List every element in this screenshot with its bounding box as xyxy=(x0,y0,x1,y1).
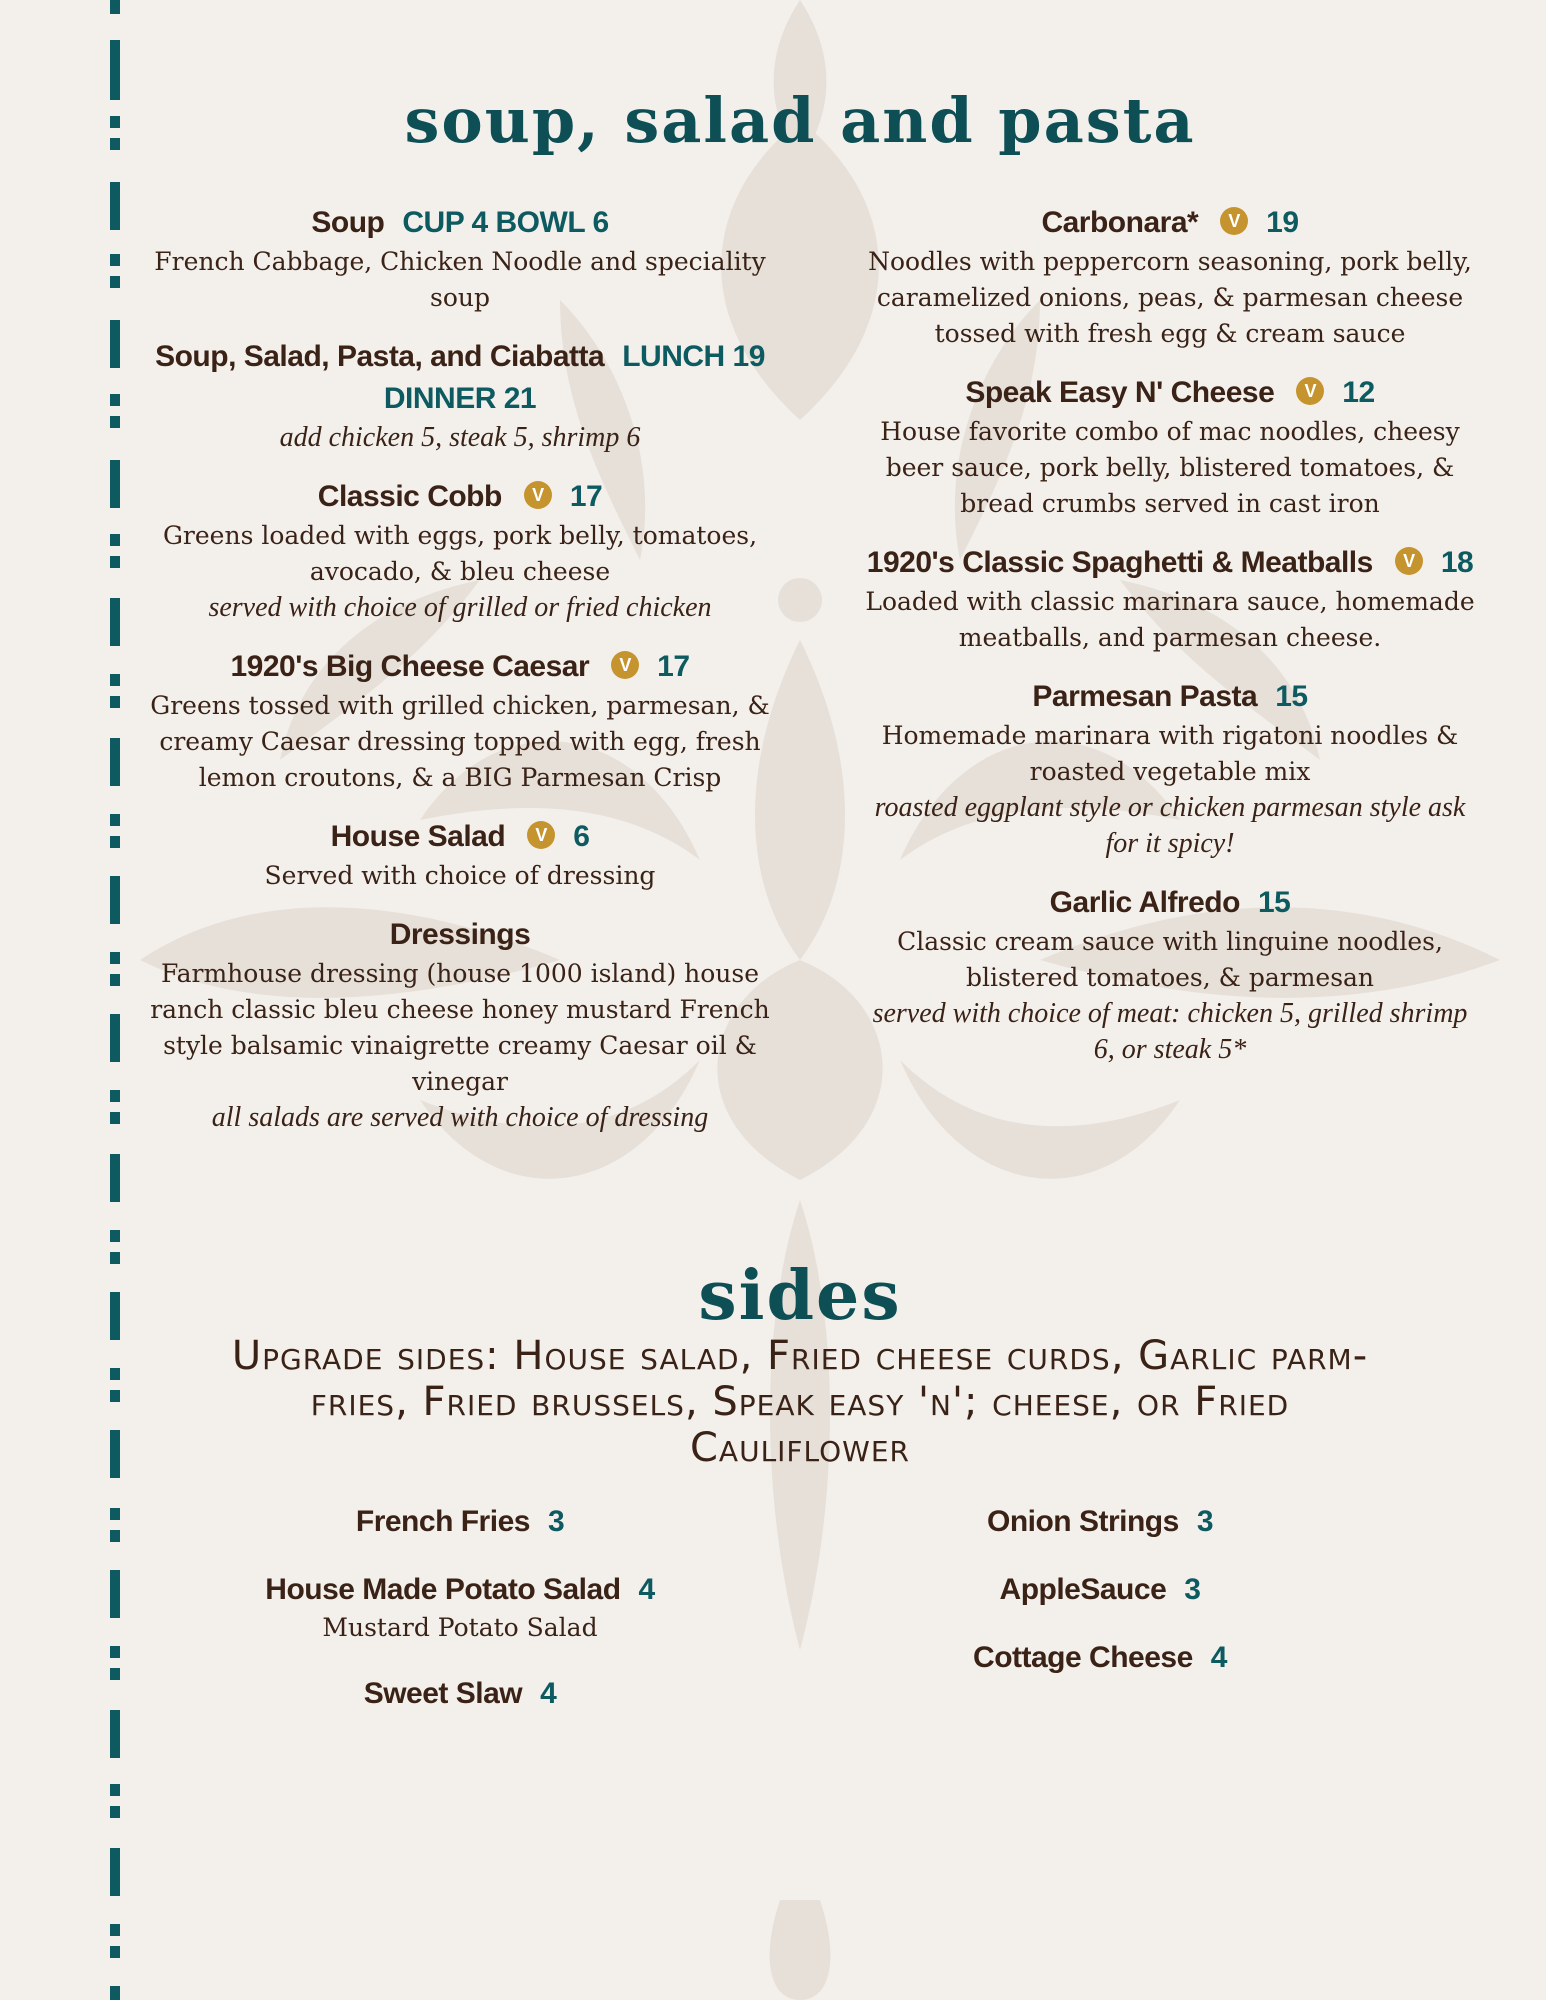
menu-item xyxy=(150,646,770,796)
menu-item xyxy=(150,914,770,1136)
menu-item-heading xyxy=(860,676,1480,718)
menu-item-note: roasted eggplant style or chicken parmesan style ask for it spicy! xyxy=(874,792,1466,859)
menu-item-name: Soup, Salad, Pasta, and Ciabatta xyxy=(155,340,605,373)
menu-item-heading xyxy=(860,202,1480,244)
menu-item-note: served with choice of meat: chicken 5, grilled shrimp 6, or steak 5* xyxy=(872,998,1468,1065)
menu-item-name: House Made Potato Salad xyxy=(265,1573,621,1606)
menu-item-heading xyxy=(150,336,770,420)
section-title-sides: sides xyxy=(698,1256,902,1336)
menu-item-description: Mustard Potato Salad xyxy=(322,1613,598,1642)
menu-item-name: Speak Easy N' Cheese xyxy=(965,376,1275,409)
menu-item-heading xyxy=(860,882,1480,924)
menu-item-heading xyxy=(820,1502,1380,1542)
menu-item-name: Cottage Cheese xyxy=(973,1641,1193,1674)
menu-item-price: 18 xyxy=(1440,546,1474,579)
menu-item xyxy=(860,882,1480,1068)
menu-item-price: 19 xyxy=(1266,206,1299,239)
dashed-border-line xyxy=(110,0,122,2000)
menu-item-description: Greens loaded with eggs, pork belly, tomatoes, avocado, & bleu cheese xyxy=(162,521,758,586)
menu-item-description: Loaded with classic marinara sauce, homemade meatballs, and parmesan cheese. xyxy=(865,587,1475,652)
menu-item xyxy=(180,1674,740,1714)
menu-item-heading xyxy=(860,372,1480,414)
vegetarian-badge-icon: V xyxy=(1395,547,1423,575)
menu-item-heading xyxy=(150,646,770,688)
menu-item xyxy=(860,676,1480,862)
menu-item-name: Classic Cobb xyxy=(317,480,502,513)
menu-item-description: Farmhouse dressing (house 1000 island) house ranch classic bleu cheese honey mustard French style balsamic vinaigrette creamy Caesar oil & vinegar xyxy=(150,959,770,1096)
vegetarian-badge-icon: V xyxy=(527,821,555,849)
upgrade-sides-text: Upgrade sides: House salad, Fried cheese curds, Garlic parm-fries, Fried brussels, Speak easy 'n'; cheese, or Fried Cauliflower xyxy=(231,1333,1369,1471)
menu-item-price: 3 xyxy=(1196,1505,1213,1538)
section-title-soup-salad-pasta: soup, salad and pasta xyxy=(404,84,1196,157)
menu-item-heading xyxy=(180,1674,740,1714)
menu-item-heading xyxy=(150,914,770,956)
menu-item-name: 1920's Classic Spaghetti & Meatballs xyxy=(866,546,1373,579)
menu-item-name: Onion Strings xyxy=(986,1505,1179,1538)
vegetarian-badge-icon: V xyxy=(1296,377,1324,405)
menu-item-note: served with choice of grilled or fried chicken xyxy=(208,592,712,623)
vegetarian-badge-icon: V xyxy=(1220,207,1248,235)
menu-item-name: Carbonara* xyxy=(1041,206,1199,239)
menu-item-price: 4 xyxy=(540,1677,557,1710)
menu-item-heading xyxy=(150,816,770,858)
menu-item-name: Garlic Alfredo xyxy=(1049,886,1240,919)
menu-item-price: LUNCH 19 DINNER 21 xyxy=(383,340,765,415)
menu-item-name: Parmesan Pasta xyxy=(1032,680,1258,713)
menu-item xyxy=(820,1502,1380,1542)
menu-item-heading xyxy=(860,542,1480,584)
menu-item-price: 17 xyxy=(569,480,603,513)
menu-item-price: 15 xyxy=(1257,886,1291,919)
menu-item-description: Classic cream sauce with linguine noodles, blistered tomatoes, & parmesan xyxy=(897,927,1443,992)
menu-item-price: 17 xyxy=(657,650,690,683)
menu-item-description: Greens tossed with grilled chicken, parmesan, & creamy Caesar dressing topped with egg, fresh lemon croutons, & a BIG Parmesan Crisp xyxy=(150,691,770,792)
menu-item xyxy=(150,336,770,456)
menu-item-note: all salads are served with choice of dressing xyxy=(211,1102,709,1133)
sides-column-right xyxy=(820,1502,1380,1706)
menu-item-description: Noodles with peppercorn seasoning, pork belly, caramelized onions, peas, & parmesan cheese tossed with fresh egg & cream sauce xyxy=(868,247,1472,348)
menu-item-name: Sweet Slaw xyxy=(363,1677,523,1710)
menu-item xyxy=(150,202,770,316)
menu-item xyxy=(180,1570,740,1646)
menu-item-price: 3 xyxy=(1184,1573,1201,1606)
menu-item xyxy=(860,372,1480,522)
menu-item xyxy=(150,476,770,626)
menu-item xyxy=(150,816,770,894)
menu-item xyxy=(820,1638,1380,1678)
menu-item-price: 4 xyxy=(638,1573,655,1606)
menu-item-description: French Cabbage, Chicken Noodle and speciality soup xyxy=(154,247,766,312)
menu-item-name: 1920's Big Cheese Caesar xyxy=(230,650,590,683)
menu-item-price: 12 xyxy=(1342,376,1375,409)
menu-item xyxy=(860,542,1480,656)
menu-item-heading xyxy=(820,1638,1380,1678)
menu-column-left xyxy=(150,202,770,1156)
vegetarian-badge-icon: V xyxy=(611,651,639,679)
menu-item-heading xyxy=(150,202,770,244)
menu-item-price: CUP 4 BOWL 6 xyxy=(402,206,609,239)
menu-item-note: add chicken 5, steak 5, shrimp 6 xyxy=(279,422,641,453)
menu-item-name: French Fries xyxy=(355,1505,530,1538)
menu-item-price: 15 xyxy=(1275,680,1308,713)
menu-item-name: House Salad xyxy=(330,820,506,853)
menu-item-price: 4 xyxy=(1210,1641,1227,1674)
menu-item xyxy=(820,1570,1380,1610)
menu-item-name: Soup xyxy=(311,206,385,239)
menu-item-name: Dressings xyxy=(389,918,531,951)
sides-column-left xyxy=(180,1502,740,1742)
menu-column-right xyxy=(860,202,1480,1088)
menu-item xyxy=(180,1502,740,1542)
menu-item-description: House favorite combo of mac noodles, cheesy beer sauce, pork belly, blistered tomatoes, & bread crumbs served in cast iron xyxy=(880,417,1460,518)
menu-item-description: Served with choice of dressing xyxy=(264,861,656,890)
menu-item-description: Homemade marinara with rigatoni noodles & roasted vegetable mix xyxy=(881,721,1459,786)
menu-item-heading xyxy=(180,1502,740,1542)
menu-item-heading xyxy=(820,1570,1380,1610)
menu-item-name: AppleSauce xyxy=(999,1573,1167,1606)
menu-item-heading xyxy=(180,1570,740,1610)
menu-item-price: 3 xyxy=(547,1505,565,1538)
vegetarian-badge-icon: V xyxy=(524,481,552,509)
menu-item-heading xyxy=(150,476,770,518)
menu-item xyxy=(860,202,1480,352)
menu-item-price: 6 xyxy=(573,820,590,853)
